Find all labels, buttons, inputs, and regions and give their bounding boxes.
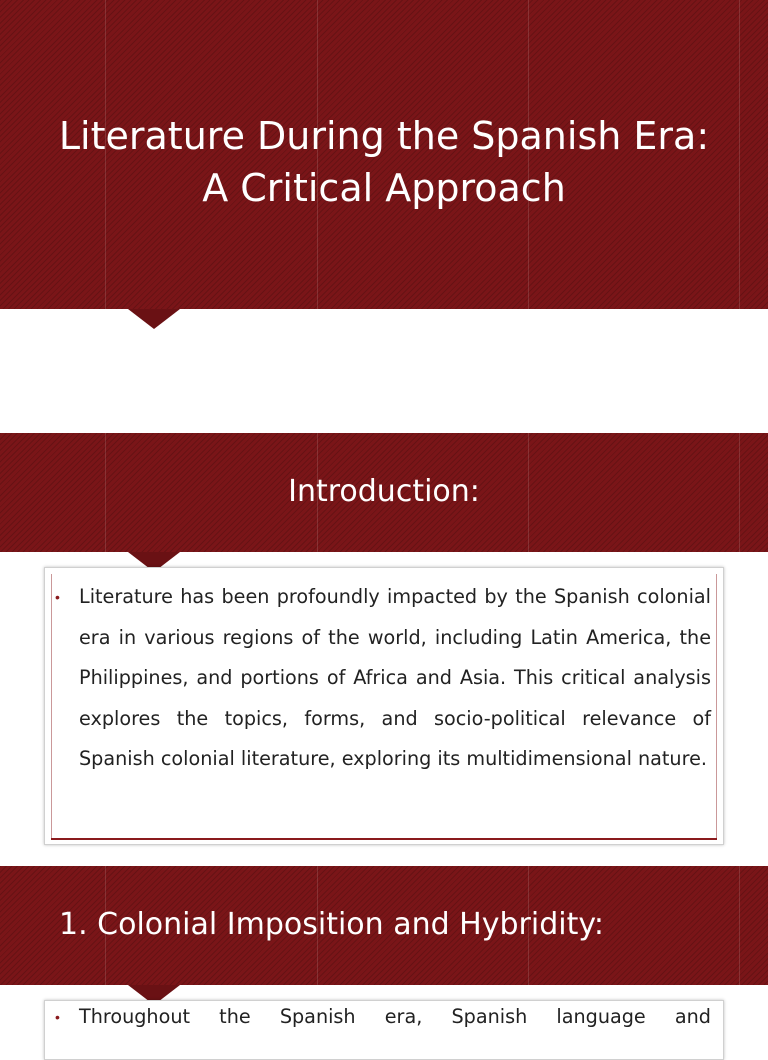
- section-content-box: [44, 1000, 724, 1060]
- introduction-content-box: [44, 567, 724, 845]
- bullet-icon: •: [55, 1009, 60, 1025]
- bullet-item: [55, 577, 711, 780]
- box-border-accent: [51, 574, 52, 840]
- box-border-accent: [51, 838, 717, 840]
- section-paragraph: Throughout the Spanish era, Spanish language and: [79, 1005, 711, 1028]
- bullet-icon: •: [55, 589, 60, 605]
- slide-title: Literature During the Spanish Era: A Critical Approach: [58, 114, 710, 210]
- box-border-accent: [716, 574, 717, 840]
- bullet-item: [55, 997, 711, 1038]
- introduction-heading: Introduction:: [288, 474, 480, 509]
- band-notch: [128, 309, 180, 329]
- section-heading: 1. Colonial Imposition and Hybridity:: [59, 907, 605, 942]
- introduction-paragraph: Literature has been profoundly impacted by the Spanish colonial era in various regions of the world, including Latin America, the Philippines, and portions of Africa and Asia. This critical analysis explores the topics, forms, and socio-political relevance of Spanish colonial literature, exploring its multidimensional nature.: [79, 585, 711, 770]
